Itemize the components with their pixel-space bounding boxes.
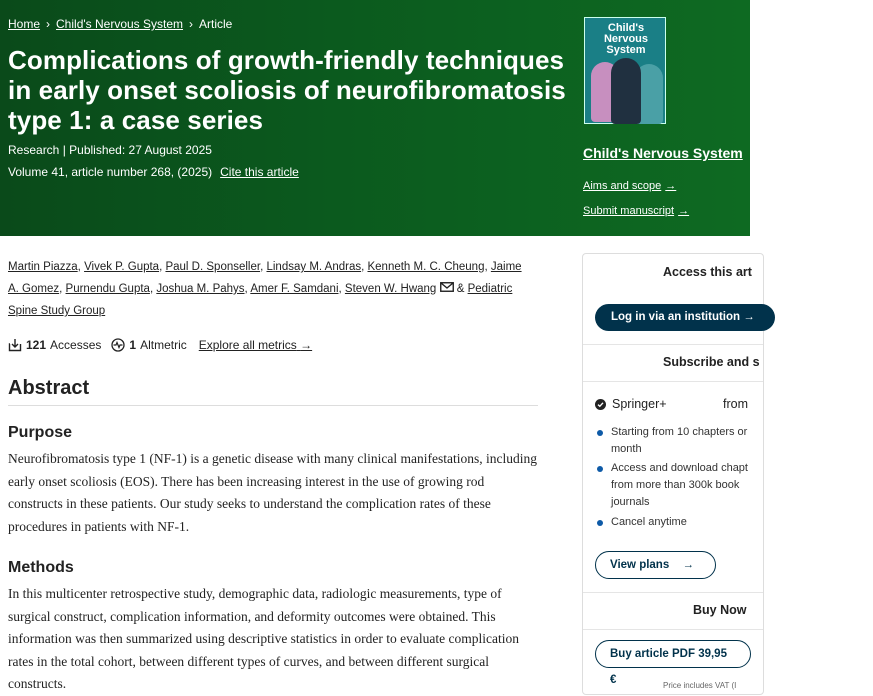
- cover-figure-shape: [611, 58, 641, 124]
- author-group-link[interactable]: Pediatric Spine Study Group: [8, 283, 513, 317]
- journal-cover-title: Child's Nervous System: [603, 22, 649, 56]
- author-list: Martin Piazza, Vivek P. Gupta, Paul D. Sponseller, Lindsay M. Andras, Kenneth M. C. Cheung, Jaime A. Gomez, Purnendu Gupta, Joshua M. Pahys, Amer F. Samdani, Steven W. Hwang & Pediatric Spine Study Group: [8, 261, 522, 317]
- arrow-right-icon: →: [665, 180, 677, 192]
- envelope-icon[interactable]: [440, 283, 454, 295]
- author-link[interactable]: Purnendu Gupta: [65, 283, 150, 295]
- subscribe-heading: Subscribe and s: [663, 355, 760, 369]
- accesses-label: Accesses: [50, 338, 102, 352]
- divider: [583, 592, 763, 593]
- altmetric-icon: [111, 338, 125, 352]
- author-link[interactable]: Paul D. Sponseller: [165, 261, 261, 273]
- arrow-right-icon: →: [300, 338, 313, 352]
- author-link[interactable]: Kenneth M. C. Cheung: [367, 261, 485, 273]
- divider: [583, 381, 763, 382]
- article-metrics: [8, 338, 312, 352]
- article-volume: Volume 41, article number 268, (2025): [8, 165, 213, 179]
- author-link[interactable]: Jaime A. Gomez: [8, 261, 522, 295]
- article-type-published: Research | Published: 27 August 2025: [8, 143, 212, 157]
- breadcrumb-home-link[interactable]: Home: [8, 17, 41, 31]
- abstract-heading: Abstract: [8, 377, 90, 399]
- plan-feature-item: Cancel anytime: [595, 514, 765, 531]
- altmetric-label: Altmetric: [140, 338, 187, 352]
- purpose-heading: Purpose: [8, 424, 73, 441]
- author-link[interactable]: Lindsay M. Andras: [266, 261, 362, 273]
- breadcrumb-journal-link[interactable]: Child's Nervous System: [56, 17, 184, 31]
- submit-manuscript-label: Submit manuscript: [583, 205, 675, 217]
- cite-article-link[interactable]: Cite this article: [220, 165, 299, 179]
- divider: [8, 405, 538, 406]
- purpose-paragraph: Neurofibromatosis type 1 (NF-1) is a genetic disease with many clinical manifestations, including early onset scoliosis (EOS). There has been increasing interest in the use of growing rod constructs in these patients. Our study seeks to understand the complication rates of these procedures in patients with NF-1.: [8, 451, 537, 534]
- submit-manuscript-link[interactable]: [583, 205, 689, 217]
- download-icon: [8, 338, 22, 352]
- breadcrumb-current: Article: [199, 17, 233, 31]
- access-heading: Access this art: [663, 265, 752, 279]
- ampersand: &: [456, 283, 465, 295]
- breadcrumb-separator: ›: [189, 17, 194, 31]
- divider: [583, 344, 763, 345]
- author-link[interactable]: Joshua M. Pahys: [156, 283, 245, 295]
- accesses-count: 121: [26, 338, 47, 352]
- access-sidebar: [582, 253, 764, 695]
- author-link[interactable]: Amer F. Samdani: [250, 283, 339, 295]
- breadcrumb: [8, 17, 232, 31]
- buy-now-heading: Buy Now: [693, 603, 747, 617]
- author-link[interactable]: Steven W. Hwang: [344, 283, 437, 295]
- journal-name-link[interactable]: Child's Nervous System: [583, 145, 743, 161]
- vat-note: Price includes VAT (I: [663, 681, 737, 690]
- breadcrumb-separator: ›: [46, 17, 51, 31]
- aims-scope-label: Aims and scope: [583, 180, 662, 192]
- springer-plus-option: [595, 397, 748, 411]
- view-plans-label: View plans: [610, 559, 670, 571]
- institution-login-label: Log in via an institution: [611, 311, 741, 323]
- author-link[interactable]: Vivek P. Gupta: [84, 261, 160, 273]
- divider: [583, 629, 763, 630]
- author-link[interactable]: Martin Piazza: [8, 261, 78, 273]
- explore-metrics-link[interactable]: [199, 338, 312, 352]
- explore-metrics-label: Explore all metrics: [198, 338, 297, 352]
- arrow-right-icon: →: [678, 205, 690, 217]
- article-header-banner: [0, 0, 750, 236]
- price-from-label: from: [723, 397, 748, 411]
- methods-paragraph: In this multicenter retrospective study, demographic data, radiologic measurements, type of surgical construct, complication information, and deformity outcomes were obtained. This information was then summarized using descriptive statistics in order to evaluate complication rates in the total cohort, between different types of curves, and between different surgical constructs.: [8, 586, 519, 691]
- plan-feature-item: Starting from 10 chapters or month: [595, 424, 765, 458]
- journal-cover-image[interactable]: [584, 17, 666, 124]
- buy-article-pdf-button[interactable]: Buy article PDF 39,95 €: [595, 640, 751, 668]
- springer-plus-label: Springer+: [612, 397, 667, 411]
- methods-heading: Methods: [8, 559, 74, 576]
- check-circle-icon: [595, 399, 606, 410]
- aims-scope-link[interactable]: [583, 180, 676, 192]
- plan-feature-item: Access and download chapt from more than 300k book journals: [595, 460, 765, 511]
- institution-login-button[interactable]: [595, 304, 775, 331]
- arrow-right-icon: →: [682, 559, 694, 571]
- arrow-right-icon: →: [743, 311, 755, 323]
- article-volume-line: [8, 165, 299, 179]
- altmetric-count: 1: [129, 338, 137, 352]
- article-title: Complications of growth-friendly techniques in early onset scoliosis of neurofibromatosis type 1: a case series: [8, 45, 566, 135]
- view-plans-button[interactable]: [595, 551, 716, 579]
